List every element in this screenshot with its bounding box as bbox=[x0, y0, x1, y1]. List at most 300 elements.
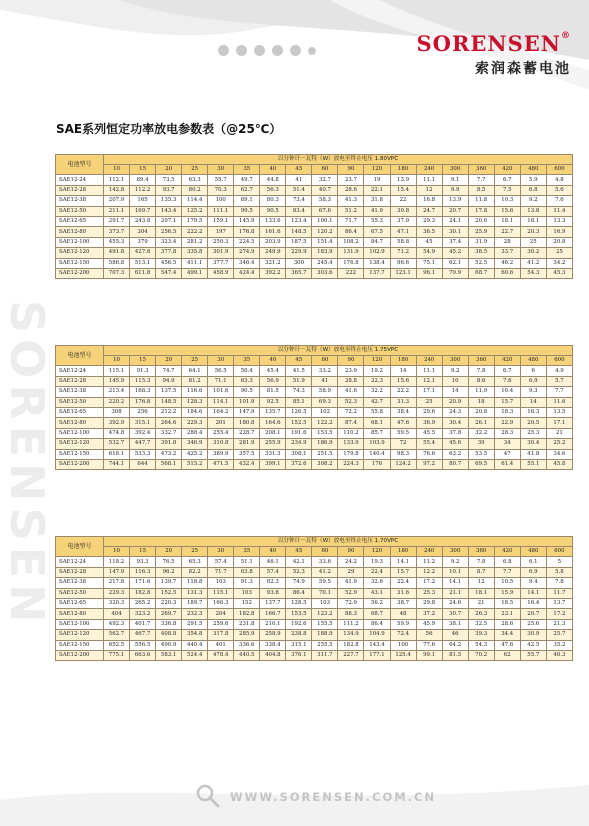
watt-value-cell: 59.5 bbox=[312, 578, 338, 588]
watt-value-cell: 93.8 bbox=[260, 588, 286, 598]
watt-value-cell: 28 bbox=[494, 237, 520, 247]
watt-value-cell: 116.6 bbox=[182, 387, 208, 397]
watt-value-cell: 311.7 bbox=[312, 650, 338, 660]
watt-value-cell: 207.1 bbox=[156, 216, 182, 226]
minutes-column-header: 25 bbox=[182, 356, 208, 366]
watt-value-cell: 19.3 bbox=[364, 557, 390, 567]
watt-value-cell: 46 bbox=[442, 630, 468, 640]
model-cell: SAE12-50 bbox=[56, 397, 104, 407]
watt-value-cell: 36.9 bbox=[416, 418, 442, 428]
watt-value-cell: 56.3 bbox=[260, 185, 286, 195]
watt-value-cell: 72.9 bbox=[338, 598, 364, 608]
watt-value-cell: 315.1 bbox=[130, 418, 156, 428]
watt-value-cell: 59.5 bbox=[390, 428, 416, 438]
watt-value-cell: 10.5 bbox=[494, 578, 520, 588]
watt-value-cell: 42.7 bbox=[364, 397, 390, 407]
watt-value-cell: 6.7 bbox=[494, 366, 520, 376]
table-row bbox=[56, 650, 573, 660]
watt-value-cell: 288.4 bbox=[182, 428, 208, 438]
watt-value-cell: 6.1 bbox=[520, 557, 546, 567]
watt-value-cell: 108.2 bbox=[338, 237, 364, 247]
watt-value-cell: 25 bbox=[546, 248, 572, 258]
watt-value-cell: 5.7 bbox=[546, 376, 572, 386]
watt-value-cell: 55.4 bbox=[416, 439, 442, 449]
watt-value-cell: 14 bbox=[442, 387, 468, 397]
minutes-column-header: 10 bbox=[104, 165, 130, 175]
watt-value-cell: 46.2 bbox=[494, 258, 520, 268]
watt-value-cell: 87.4 bbox=[338, 418, 364, 428]
model-cell: SAE12-24 bbox=[56, 175, 104, 185]
watt-value-cell: 39 bbox=[468, 439, 494, 449]
minutes-column-header: 30 bbox=[208, 165, 234, 175]
watt-value-cell: 62.7 bbox=[234, 185, 260, 195]
watt-value-cell: 432.4 bbox=[234, 459, 260, 469]
minutes-column-header: 60 bbox=[312, 547, 338, 557]
watt-value-cell: 46.1 bbox=[260, 557, 286, 567]
minutes-column-header: 20 bbox=[156, 165, 182, 175]
watt-value-cell: 41.9 bbox=[364, 206, 390, 216]
watt-value-cell: 90.5 bbox=[234, 387, 260, 397]
watt-value-cell: 7.8 bbox=[468, 366, 494, 376]
watt-value-cell: 30.9 bbox=[520, 630, 546, 640]
watt-value-cell: 111.2 bbox=[338, 619, 364, 629]
minutes-column-header: 10 bbox=[104, 547, 130, 557]
watt-value-cell: 25.3 bbox=[416, 588, 442, 598]
watt-value-cell: 618.1 bbox=[104, 449, 130, 459]
decorative-dots bbox=[218, 45, 316, 56]
table-row bbox=[56, 366, 573, 376]
watt-value-cell: 143.4 bbox=[364, 640, 390, 650]
model-cell: SAE12-150 bbox=[56, 640, 104, 650]
watt-value-cell: 16.4 bbox=[520, 598, 546, 608]
watt-value-cell: 51.4 bbox=[286, 185, 312, 195]
watt-value-cell: 336.8 bbox=[156, 619, 182, 629]
watt-value-cell: 7.6 bbox=[494, 376, 520, 386]
model-cell: SAE12-80 bbox=[56, 609, 104, 619]
watt-value-cell: 25 bbox=[520, 237, 546, 247]
watt-value-cell: 315.1 bbox=[286, 640, 312, 650]
model-cell: SAE12-65 bbox=[56, 216, 104, 226]
watt-value-cell: 32.5 bbox=[468, 619, 494, 629]
dot-icon bbox=[236, 45, 247, 56]
watt-value-cell: 29.6 bbox=[416, 407, 442, 417]
watt-value-cell: 22.7 bbox=[494, 227, 520, 237]
watt-value-cell: 404.8 bbox=[260, 650, 286, 660]
watt-value-cell: 335.8 bbox=[182, 248, 208, 258]
watt-value-cell: 30.2 bbox=[520, 248, 546, 258]
table-row bbox=[56, 459, 573, 469]
watt-value-cell: 41.5 bbox=[286, 366, 312, 376]
watt-value-cell: 303.6 bbox=[312, 268, 338, 278]
watt-value-cell: 34 bbox=[494, 439, 520, 449]
watt-value-cell: 125.2 bbox=[182, 206, 208, 216]
watt-value-cell: 32.2 bbox=[364, 387, 390, 397]
watt-value-cell: 103.9 bbox=[364, 439, 390, 449]
watt-value-cell: 115.3 bbox=[130, 376, 156, 386]
watt-value-cell: 152 bbox=[234, 598, 260, 608]
watt-value-cell: 99.5 bbox=[234, 206, 260, 216]
watt-value-cell: 51.1 bbox=[234, 557, 260, 567]
watt-value-cell: 99.1 bbox=[416, 650, 442, 660]
watt-value-cell: 183.9 bbox=[312, 248, 338, 258]
watt-value-cell: 100 bbox=[208, 196, 234, 206]
watt-value-cell: 112.1 bbox=[104, 175, 130, 185]
table-row bbox=[56, 588, 573, 598]
table-row bbox=[56, 407, 573, 417]
watt-value-cell: 401.7 bbox=[130, 619, 156, 629]
watt-value-cell: 41.2 bbox=[520, 258, 546, 268]
watt-value-cell: 320.3 bbox=[104, 598, 130, 608]
watt-value-cell: 116.3 bbox=[130, 567, 156, 577]
watt-value-cell: 125.4 bbox=[390, 650, 416, 660]
table-row bbox=[56, 609, 573, 619]
watt-value-cell: 55.8 bbox=[364, 407, 390, 417]
watt-value-cell: 145.9 bbox=[234, 216, 260, 226]
watt-value-cell: 19 bbox=[364, 175, 390, 185]
watt-value-cell: 22.4 bbox=[390, 578, 416, 588]
watt-value-cell: 191.6 bbox=[286, 428, 312, 438]
watt-value-cell: 71.1 bbox=[208, 376, 234, 386]
watt-value-cell: 8.6 bbox=[468, 376, 494, 386]
watt-value-cell: 14.1 bbox=[442, 578, 468, 588]
minutes-column-header: 45 bbox=[286, 547, 312, 557]
watt-value-cell: 126.5 bbox=[286, 407, 312, 417]
table-row bbox=[56, 258, 573, 268]
watt-value-cell: 94.9 bbox=[156, 376, 182, 386]
watt-value-cell: 346.4 bbox=[234, 258, 260, 268]
watt-value-cell: 159.1 bbox=[208, 216, 234, 226]
watt-value-cell: 377.7 bbox=[208, 258, 234, 268]
table-row bbox=[56, 206, 573, 216]
watt-value-cell: 401 bbox=[208, 640, 234, 650]
watt-value-cell: 42.1 bbox=[286, 557, 312, 567]
watt-value-cell: 224.3 bbox=[338, 459, 364, 469]
watt-value-cell: 30.7 bbox=[442, 609, 468, 619]
minutes-column-header: 240 bbox=[416, 165, 442, 175]
watt-value-cell: 135.7 bbox=[260, 407, 286, 417]
watt-value-cell: 68.1 bbox=[364, 418, 390, 428]
watt-value-cell: 188.9 bbox=[312, 630, 338, 640]
watt-value-cell: 45.5 bbox=[416, 428, 442, 438]
minutes-column-header: 35 bbox=[234, 356, 260, 366]
watt-value-cell: 14 bbox=[520, 397, 546, 407]
watt-value-cell: 45.6 bbox=[442, 439, 468, 449]
watt-value-cell: 377.8 bbox=[156, 248, 182, 258]
watt-value-cell: 164.6 bbox=[260, 418, 286, 428]
watt-value-cell: 10.1 bbox=[442, 567, 468, 577]
watt-value-cell: 45.9 bbox=[416, 619, 442, 629]
minutes-column-header: 180 bbox=[390, 547, 416, 557]
watt-value-cell: 220.2 bbox=[104, 397, 130, 407]
watt-value-cell: 18.3 bbox=[494, 407, 520, 417]
watt-value-cell: 63.2 bbox=[442, 449, 468, 459]
model-cell: SAE12-120 bbox=[56, 439, 104, 449]
watt-value-cell: 229.3 bbox=[104, 588, 130, 598]
watt-value-cell: 404 bbox=[104, 609, 130, 619]
watt-value-cell: 6.8 bbox=[520, 185, 546, 195]
watt-value-cell: 245.4 bbox=[312, 258, 338, 268]
watt-value-cell: 5 bbox=[546, 557, 572, 567]
watt-value-cell: 18.1 bbox=[494, 216, 520, 226]
watt-value-cell: 231.8 bbox=[234, 619, 260, 629]
watt-value-cell: 123.2 bbox=[312, 609, 338, 619]
watt-value-cell: 88.3 bbox=[338, 609, 364, 619]
watt-value-cell: 11.7 bbox=[546, 588, 572, 598]
minutes-column-header: 240 bbox=[416, 356, 442, 366]
watt-value-cell: 68.7 bbox=[468, 268, 494, 278]
watt-value-cell: 524.4 bbox=[182, 650, 208, 660]
minutes-column-header: 600 bbox=[546, 165, 572, 175]
watt-value-cell: 427.8 bbox=[130, 248, 156, 258]
watt-value-cell: 201 bbox=[208, 418, 234, 428]
watt-value-cell: 111.1 bbox=[208, 206, 234, 216]
watt-value-cell: 222 bbox=[338, 268, 364, 278]
watt-value-cell: 392.2 bbox=[260, 268, 286, 278]
watt-value-cell: 45.8 bbox=[546, 459, 572, 469]
magnifier-icon bbox=[194, 782, 220, 808]
watt-value-cell: 24.6 bbox=[442, 598, 468, 608]
watt-value-cell: 65.3 bbox=[182, 557, 208, 567]
watt-value-cell: 264.6 bbox=[156, 418, 182, 428]
watt-value-cell: 184.6 bbox=[182, 407, 208, 417]
watt-value-cell: 57.4 bbox=[208, 557, 234, 567]
watt-value-cell: 70.3 bbox=[208, 185, 234, 195]
footer-website-link[interactable]: WWW.SORENSEN.COM.CN bbox=[230, 790, 437, 804]
watt-value-cell: 652.5 bbox=[104, 640, 130, 650]
watt-value-cell: 41.3 bbox=[338, 196, 364, 206]
watt-value-cell: 38.7 bbox=[390, 598, 416, 608]
watt-value-cell: 25.7 bbox=[546, 630, 572, 640]
watt-value-cell: 513.1 bbox=[130, 258, 156, 268]
dot-icon bbox=[218, 45, 229, 56]
watt-value-cell: 323.2 bbox=[130, 609, 156, 619]
watt-value-cell: 63.3 bbox=[182, 175, 208, 185]
table-row bbox=[56, 268, 573, 278]
watt-value-cell: 128.5 bbox=[286, 598, 312, 608]
watt-value-cell: 255.9 bbox=[260, 439, 286, 449]
watt-value-cell: 20.7 bbox=[442, 206, 468, 216]
watt-value-cell: 63.3 bbox=[234, 376, 260, 386]
watt-value-cell: 458.9 bbox=[208, 268, 234, 278]
watt-value-cell: 455.3 bbox=[104, 237, 130, 247]
watt-value-cell: 114.4 bbox=[182, 196, 208, 206]
watt-value-cell: 52.9 bbox=[338, 588, 364, 598]
watt-value-cell: 7.6 bbox=[546, 196, 572, 206]
watt-value-cell: 775.1 bbox=[104, 650, 130, 660]
minutes-column-header: 480 bbox=[520, 547, 546, 557]
watt-value-cell: 321.2 bbox=[260, 258, 286, 268]
watt-value-cell: 13.9 bbox=[442, 196, 468, 206]
watt-value-cell: 42.5 bbox=[520, 640, 546, 650]
minutes-column-header: 25 bbox=[182, 165, 208, 175]
watt-value-cell: 492.3 bbox=[104, 619, 130, 629]
watt-value-cell: 224.5 bbox=[234, 237, 260, 247]
watt-value-cell: 166.7 bbox=[260, 609, 286, 619]
watt-value-cell: 52.3 bbox=[286, 567, 312, 577]
watt-value-cell: 30.8 bbox=[390, 206, 416, 216]
watt-value-cell: 256.5 bbox=[156, 227, 182, 237]
watt-value-cell: 14.1 bbox=[390, 557, 416, 567]
watt-value-cell: 103 bbox=[234, 588, 260, 598]
watt-value-cell: 22.4 bbox=[364, 567, 390, 577]
watt-value-cell: 180.8 bbox=[234, 418, 260, 428]
watt-value-cell: 25.2 bbox=[546, 439, 572, 449]
watt-value-cell: 12.1 bbox=[416, 376, 442, 386]
watt-value-cell: 13.5 bbox=[546, 407, 572, 417]
watt-value-cell: 207.9 bbox=[104, 196, 130, 206]
watt-value-cell: 22.3 bbox=[364, 376, 390, 386]
table-row bbox=[56, 227, 573, 237]
watt-value-cell: 259.6 bbox=[208, 619, 234, 629]
watt-value-cell: 46.3 bbox=[546, 650, 572, 660]
model-cell: SAE12-100 bbox=[56, 237, 104, 247]
watt-value-cell: 20.9 bbox=[442, 397, 468, 407]
watt-value-cell: 53.5 bbox=[468, 449, 494, 459]
watt-value-cell: 22.9 bbox=[494, 418, 520, 428]
watt-value-cell: 5.6 bbox=[546, 185, 572, 195]
watt-value-cell: 7.8 bbox=[468, 557, 494, 567]
watt-value-cell: 182.8 bbox=[130, 588, 156, 598]
watt-value-cell: 336.6 bbox=[234, 640, 260, 650]
watt-value-cell: 12 bbox=[468, 578, 494, 588]
minutes-column-header: 10 bbox=[104, 356, 130, 366]
watt-value-cell: 41.8 bbox=[520, 449, 546, 459]
watt-value-cell: 663.6 bbox=[130, 650, 156, 660]
watt-value-cell: 11.1 bbox=[416, 175, 442, 185]
minutes-column-header: 25 bbox=[182, 547, 208, 557]
watt-value-cell: 10.4 bbox=[494, 387, 520, 397]
watt-value-cell: 467.7 bbox=[130, 630, 156, 640]
watt-value-cell: 169.7 bbox=[130, 206, 156, 216]
watt-value-cell: 474.8 bbox=[104, 428, 130, 438]
watt-value-cell: 234.9 bbox=[286, 439, 312, 449]
watt-value-cell: 85.7 bbox=[364, 428, 390, 438]
model-cell: SAE12-38 bbox=[56, 196, 104, 206]
watt-value-cell: 11.1 bbox=[416, 366, 442, 376]
watt-value-cell: 72.4 bbox=[390, 630, 416, 640]
watt-value-cell: 55.7 bbox=[208, 175, 234, 185]
watt-value-cell: 5.8 bbox=[546, 567, 572, 577]
watt-value-cell: 13.7 bbox=[546, 598, 572, 608]
minutes-column-header: 120 bbox=[364, 165, 390, 175]
minutes-column-header: 360 bbox=[468, 547, 494, 557]
discharge-table-1.75vpc bbox=[55, 345, 573, 470]
watt-value-cell: 411.1 bbox=[182, 258, 208, 268]
watt-value-cell: 16.3 bbox=[520, 407, 546, 417]
watt-value-cell: 32.2 bbox=[468, 428, 494, 438]
watt-value-cell: 29 bbox=[338, 567, 364, 577]
watt-value-cell: 291.7 bbox=[104, 216, 130, 226]
watt-value-cell: 118.8 bbox=[182, 578, 208, 588]
minutes-column-header: 420 bbox=[494, 165, 520, 175]
watt-value-cell: 85.1 bbox=[286, 397, 312, 407]
watt-value-cell: 203.9 bbox=[260, 237, 286, 247]
watt-value-cell: 187.5 bbox=[286, 237, 312, 247]
minutes-column-header: 45 bbox=[286, 165, 312, 175]
watt-value-cell: 67.5 bbox=[364, 227, 390, 237]
minutes-column-header: 20 bbox=[156, 547, 182, 557]
watt-value-cell: 37.8 bbox=[442, 428, 468, 438]
watt-value-cell: 103 bbox=[312, 598, 338, 608]
watt-value-cell: 135.3 bbox=[156, 196, 182, 206]
minutes-column-header: 240 bbox=[416, 547, 442, 557]
minutes-column-header: 15 bbox=[130, 356, 156, 366]
watt-value-cell: 90.5 bbox=[260, 206, 286, 216]
watt-value-cell: 13.8 bbox=[520, 206, 546, 216]
watt-value-cell: 55.1 bbox=[520, 459, 546, 469]
table-row bbox=[56, 387, 573, 397]
watt-value-cell: 408.8 bbox=[156, 630, 182, 640]
watt-value-cell: 204 bbox=[208, 609, 234, 619]
table-caption: 以分钟计－瓦特（W）放电至终止电压 1.75VPC bbox=[104, 346, 573, 356]
minutes-column-header: 300 bbox=[442, 356, 468, 366]
watt-value-cell: 44.8 bbox=[260, 175, 286, 185]
watt-value-cell: 81.5 bbox=[442, 650, 468, 660]
watt-value-cell: 67.6 bbox=[312, 206, 338, 216]
watt-value-cell: 238.8 bbox=[286, 630, 312, 640]
watt-value-cell: 62 bbox=[494, 650, 520, 660]
watt-value-cell: 40.7 bbox=[312, 185, 338, 195]
watt-value-cell: 376.1 bbox=[286, 650, 312, 660]
model-cell: SAE12-28 bbox=[56, 567, 104, 577]
watt-value-cell: 115.1 bbox=[104, 366, 130, 376]
table-row bbox=[56, 428, 573, 438]
watt-value-cell: 31.3 bbox=[390, 397, 416, 407]
watt-value-cell: 37.2 bbox=[416, 609, 442, 619]
watt-value-cell: 179.8 bbox=[338, 449, 364, 459]
watt-value-cell: 166.3 bbox=[208, 598, 234, 608]
minutes-column-header: 360 bbox=[468, 165, 494, 175]
watt-value-cell: 547.4 bbox=[156, 268, 182, 278]
watt-value-cell: 41.9 bbox=[338, 578, 364, 588]
watt-value-cell: 31.6 bbox=[390, 588, 416, 598]
watt-value-cell: 300 bbox=[286, 258, 312, 268]
watt-value-cell: 62.1 bbox=[442, 258, 468, 268]
watt-value-cell: 38.4 bbox=[390, 407, 416, 417]
model-cell: SAE12-38 bbox=[56, 387, 104, 397]
watt-value-cell: 51.2 bbox=[338, 206, 364, 216]
watt-value-cell: 56.9 bbox=[260, 376, 286, 386]
watt-value-cell: 17.8 bbox=[468, 206, 494, 216]
table-row bbox=[56, 449, 573, 459]
watt-value-cell: 93.3 bbox=[130, 557, 156, 567]
watt-value-cell: 220.3 bbox=[156, 598, 182, 608]
watt-value-cell: 115.1 bbox=[208, 588, 234, 598]
watt-value-cell: 197 bbox=[208, 227, 234, 237]
watt-value-cell: 10 bbox=[442, 376, 468, 386]
watt-value-cell: 45.3 bbox=[546, 268, 572, 278]
watt-value-cell: 72 bbox=[390, 439, 416, 449]
watt-value-cell: 291.5 bbox=[182, 619, 208, 629]
watt-value-cell: 80.2 bbox=[182, 185, 208, 195]
table-row bbox=[56, 216, 573, 226]
watt-value-cell: 228.7 bbox=[234, 428, 260, 438]
watt-value-cell: 47 bbox=[494, 449, 520, 459]
watt-value-cell: 425.2 bbox=[182, 449, 208, 459]
watt-value-cell: 148.5 bbox=[286, 227, 312, 237]
minutes-column-header: 90 bbox=[338, 165, 364, 175]
watt-value-cell: 28.6 bbox=[494, 619, 520, 629]
watt-value-cell: 6.7 bbox=[494, 175, 520, 185]
watt-value-cell: 124.2 bbox=[390, 459, 416, 469]
watt-value-cell: 15.7 bbox=[494, 397, 520, 407]
watt-value-cell: 84.7 bbox=[364, 237, 390, 247]
table-row bbox=[56, 619, 573, 629]
watt-value-cell: 28.6 bbox=[338, 185, 364, 195]
dot-icon bbox=[308, 47, 316, 55]
watt-value-cell: 227.7 bbox=[338, 650, 364, 660]
watt-value-cell: 45.2 bbox=[442, 248, 468, 258]
